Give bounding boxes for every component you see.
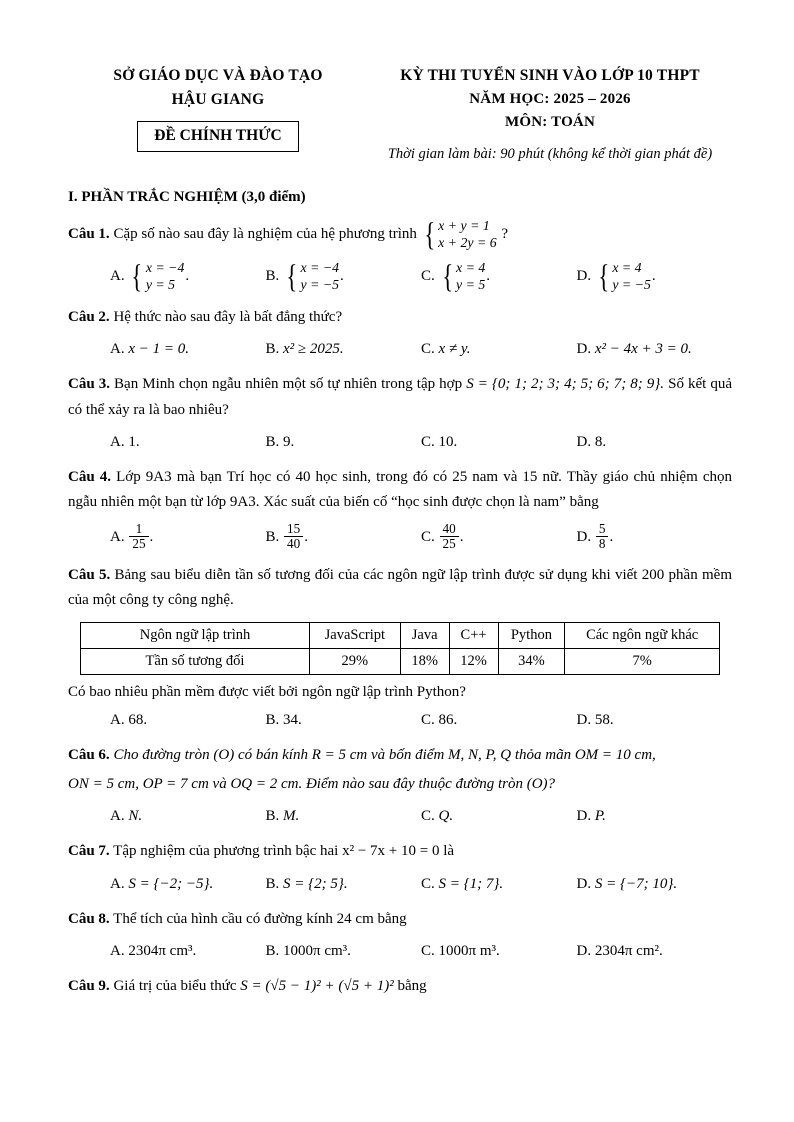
question-9-label: Câu 9. xyxy=(68,977,110,994)
answer-8-a[interactable] xyxy=(110,939,266,963)
answer-text: x² − 4x + 3 = 0. xyxy=(594,341,692,358)
answer-text: S = {−2; −5}. xyxy=(128,875,214,892)
answer-7-c[interactable] xyxy=(421,872,577,896)
value-cpp: 12% xyxy=(449,648,498,674)
answer-letter: D. xyxy=(576,942,592,959)
question-2-answers xyxy=(68,337,732,361)
answer-2-b[interactable] xyxy=(266,337,422,361)
col-header-javascript: JavaScript xyxy=(310,622,401,648)
answer-6-a[interactable] xyxy=(110,804,266,828)
answer-letter: B. xyxy=(265,875,280,892)
question-5-answers xyxy=(68,708,732,732)
header-left-block xyxy=(68,62,368,152)
answer-letter: C. xyxy=(421,433,435,450)
question-8-answers xyxy=(68,939,732,963)
answer-text: 2304π cm³. xyxy=(128,942,197,959)
brace-icon: { xyxy=(441,258,453,295)
table-row xyxy=(81,648,720,674)
answer-text: Q. xyxy=(438,808,454,825)
col-header-other: Các ngôn ngữ khác xyxy=(565,622,720,648)
exam-subject: MÔN: TOÁN xyxy=(505,114,595,131)
answer-letter: D. xyxy=(576,433,592,450)
answer-letter: D. xyxy=(576,267,592,284)
answer-text: 68. xyxy=(128,711,148,728)
answer-letter: A. xyxy=(110,529,125,546)
answer-text: 58. xyxy=(594,711,614,728)
denominator: 8 xyxy=(596,536,609,551)
question-9-tail: bằng xyxy=(397,977,427,994)
answer-5-c[interactable] xyxy=(421,708,577,732)
fraction xyxy=(129,522,148,552)
denominator: 25 xyxy=(129,536,148,551)
answer-suffix: . xyxy=(609,529,614,546)
answer-suffix: . xyxy=(149,529,154,546)
answer-letter: B. xyxy=(265,942,280,959)
question-6 xyxy=(68,743,732,768)
col-header-java: Java xyxy=(400,622,449,648)
question-8-label: Câu 8. xyxy=(68,910,110,927)
exam-duration-note: Thời gian làm bài: 90 phút (không kể thời gian phát đề) xyxy=(387,145,713,162)
answer-6-b[interactable] xyxy=(266,804,422,828)
answer-letter: D. xyxy=(576,529,592,546)
value-other: 7% xyxy=(565,648,720,674)
brace-icon: { xyxy=(598,258,610,295)
answer-suffix: . xyxy=(486,267,490,284)
answer-letter: B. xyxy=(265,341,280,358)
answer-text: x − 1 = 0. xyxy=(128,341,189,358)
value-python: 34% xyxy=(498,648,565,674)
answer-letter: A. xyxy=(110,875,125,892)
exam-title-line-2: NĂM HỌC: 2025 – 2026 xyxy=(469,91,631,108)
answer-system xyxy=(284,259,339,294)
answer-1-d[interactable] xyxy=(577,259,733,294)
question-1 xyxy=(68,217,732,252)
fraction xyxy=(284,522,303,552)
answer-text: M. xyxy=(283,808,300,825)
answer-text: 2304π cm². xyxy=(594,942,663,959)
answer-letter: D. xyxy=(576,875,592,892)
answer-letter: A. xyxy=(110,341,125,358)
answer-1-c[interactable] xyxy=(421,259,577,294)
answer-8-c[interactable] xyxy=(421,939,577,963)
answer-letter: A. xyxy=(110,711,125,728)
question-5-followup: Có bao nhiêu phần mềm được viết bởi ngôn ngữ lập trình Python? xyxy=(68,683,466,700)
question-7 xyxy=(68,839,732,864)
answer-row-2: y = 5 xyxy=(456,277,486,293)
official-exam-badge: ĐỀ CHÍNH THỨC xyxy=(137,121,298,152)
section-title: I. PHẦN TRẮC NGHIỆM (3,0 điểm) xyxy=(68,188,306,205)
question-1-system xyxy=(422,217,497,252)
answer-letter: C. xyxy=(421,875,435,892)
question-7-text: Tập nghiệm của phương trình bậc hai x² − 7x + 10 = 0 là xyxy=(113,843,455,860)
answer-text: 9. xyxy=(283,433,295,450)
row-header-languages: Ngôn ngữ lập trình xyxy=(81,622,310,648)
question-4 xyxy=(68,465,732,515)
answer-4-a[interactable] xyxy=(110,522,266,552)
row-header-relative-frequency: Tần số tương đối xyxy=(81,648,310,674)
frequency-table xyxy=(80,622,720,675)
header-right-block xyxy=(368,62,732,163)
brace-icon: { xyxy=(424,215,435,252)
answer-letter: A. xyxy=(110,433,125,450)
question-9-text: Giá trị của biểu thức xyxy=(113,977,237,994)
value-javascript: 29% xyxy=(310,648,401,674)
answer-3-a[interactable] xyxy=(110,430,266,454)
question-7-label: Câu 7. xyxy=(68,843,110,860)
answer-2-c[interactable] xyxy=(421,337,577,361)
answer-row-1: x = −4 xyxy=(145,259,185,275)
question-9-expression: S = (√5 − 1)² + (√5 + 1)² xyxy=(240,977,394,994)
answer-8-d[interactable] xyxy=(577,939,733,963)
question-3-text-before: Bạn Minh chọn ngẫu nhiên một số tự nhiên trong tập hợp xyxy=(114,376,463,393)
question-1-tail: ? xyxy=(501,225,509,242)
question-3-set: S = {0; 1; 2; 3; 4; 5; 6; 7; 8; 9}. xyxy=(466,376,665,393)
question-6-answers xyxy=(68,804,732,828)
answer-letter: B. xyxy=(265,433,280,450)
answer-letter: C. xyxy=(421,808,435,825)
question-1-text: Cặp số nào sau đây là nghiệm của hệ phương trình xyxy=(113,225,417,242)
answer-text: 1. xyxy=(128,433,140,450)
question-8-text: Thể tích của hình cầu có đường kính 24 cm bằng xyxy=(113,910,407,927)
answer-8-b[interactable] xyxy=(266,939,422,963)
department-line-2: HẬU GIANG xyxy=(171,91,265,109)
answer-text: x ≠ y. xyxy=(438,341,471,358)
answer-3-b[interactable] xyxy=(266,430,422,454)
denominator: 25 xyxy=(440,536,459,551)
brace-icon: { xyxy=(286,258,298,295)
question-7-answers xyxy=(68,872,732,896)
denominator: 40 xyxy=(284,536,303,551)
answer-letter: D. xyxy=(576,711,592,728)
col-header-python: Python xyxy=(498,622,565,648)
question-1-answers xyxy=(68,259,732,294)
answer-3-d[interactable] xyxy=(577,430,733,454)
question-2-label: Câu 2. xyxy=(68,309,110,326)
answer-suffix: . xyxy=(340,267,344,284)
question-9 xyxy=(68,974,732,999)
answer-row-2: y = −5 xyxy=(612,277,651,293)
value-java: 18% xyxy=(400,648,449,674)
numerator: 1 xyxy=(135,521,143,537)
answer-7-a[interactable] xyxy=(110,872,266,896)
question-5-label: Câu 5. xyxy=(68,566,111,583)
system-row-1: x + y = 1 xyxy=(438,217,490,233)
answer-7-b[interactable] xyxy=(266,872,422,896)
answer-text: S = {2; 5}. xyxy=(283,875,348,892)
question-2-text: Hệ thức nào sau đây là bất đẳng thức? xyxy=(113,309,343,326)
document-header xyxy=(68,62,732,163)
answer-text: N. xyxy=(128,808,143,825)
question-5 xyxy=(68,563,732,613)
answer-5-b[interactable] xyxy=(266,708,422,732)
system-row-2: x + 2y = 6 xyxy=(438,235,497,251)
answer-letter: C. xyxy=(421,942,435,959)
answer-text: x² ≥ 2025. xyxy=(283,341,344,358)
answer-letter: B. xyxy=(265,808,280,825)
answer-letter: C. xyxy=(421,267,435,284)
numerator: 5 xyxy=(598,521,606,537)
question-4-label: Câu 4. xyxy=(68,468,112,485)
answer-4-b[interactable] xyxy=(266,522,422,552)
answer-5-d[interactable] xyxy=(577,708,733,732)
question-8 xyxy=(68,907,732,932)
answer-5-a[interactable] xyxy=(110,708,266,732)
brace-icon: { xyxy=(131,258,143,295)
question-6-line-2 xyxy=(68,772,732,797)
exam-title-line-1: KỲ THI TUYỂN SINH VÀO LỚP 10 THPT xyxy=(400,67,700,84)
answer-row-1: x = −4 xyxy=(300,259,340,275)
answer-letter: B. xyxy=(265,267,280,284)
fraction xyxy=(440,522,459,552)
answer-6-c[interactable] xyxy=(421,804,577,828)
question-3 xyxy=(68,372,732,422)
question-6-text-line-1: Cho đường tròn (O) có bán kính R = 5 cm và bốn điểm M, N, P, Q thỏa mãn OM = 10 cm, xyxy=(113,746,656,763)
answer-7-d[interactable] xyxy=(577,872,733,896)
answer-1-a[interactable] xyxy=(110,259,266,294)
question-6-text-line-2: ON = 5 cm, OP = 7 cm và OQ = 2 cm. Điểm nào sau đây thuộc đường tròn (O)? xyxy=(68,776,556,793)
question-2 xyxy=(68,305,732,330)
answer-suffix: . xyxy=(304,529,308,546)
answer-letter: C. xyxy=(421,711,435,728)
answer-4-d[interactable] xyxy=(577,522,733,552)
answer-text: 1000π m³. xyxy=(438,942,500,959)
answer-text: S = {1; 7}. xyxy=(438,875,504,892)
question-4-text: Lớp 9A3 mà bạn Trí học có 40 học sinh, trong đó có 25 nam và 15 nữ. Thầy giáo chủ nhiệm chọn ngẫu nhiên một bạn từ lớp 9A3. Xác suất của biến cố “học sinh được chọn là nam” bằng xyxy=(68,468,733,510)
question-3-answers xyxy=(68,430,732,454)
question-3-label: Câu 3. xyxy=(68,376,110,393)
question-6-label: Câu 6. xyxy=(68,746,110,763)
question-4-answers xyxy=(68,522,732,552)
answer-text: 86. xyxy=(438,711,458,728)
question-3-text-after: Số kết quả có thể xảy ra là bao nhiêu? xyxy=(68,376,733,418)
answer-text: S = {−7; 10}. xyxy=(594,875,678,892)
answer-suffix: . xyxy=(185,267,190,284)
answer-row-2: y = 5 xyxy=(145,277,176,293)
answer-2-a[interactable] xyxy=(110,337,266,361)
table-row xyxy=(81,622,720,648)
numerator: 40 xyxy=(442,521,456,537)
question-5-text: Bảng sau biểu diễn tần số tương đối của các ngôn ngữ lập trình được sử dụng khi viết 200 phần mềm của một công ty công nghệ. xyxy=(68,566,732,608)
answer-text: 10. xyxy=(438,433,458,450)
answer-text: P. xyxy=(594,808,606,825)
answer-letter: D. xyxy=(576,341,592,358)
department-line-1: SỞ GIÁO DỤC VÀ ĐÀO TẠO xyxy=(113,67,323,84)
answer-6-d[interactable] xyxy=(577,804,733,828)
answer-text: 1000π cm³. xyxy=(283,942,351,959)
answer-letter: A. xyxy=(110,267,125,284)
answer-text: 8. xyxy=(594,433,607,450)
answer-system xyxy=(596,259,651,294)
answer-letter: B. xyxy=(265,529,280,546)
answer-system xyxy=(440,259,486,294)
answer-text: 34. xyxy=(283,711,302,728)
answer-row-1: x = 4 xyxy=(612,259,642,275)
answer-letter: B. xyxy=(265,711,280,728)
answer-suffix: . xyxy=(651,267,656,284)
answer-letter: D. xyxy=(576,808,592,825)
numerator: 15 xyxy=(287,521,301,537)
fraction xyxy=(596,522,609,552)
answer-3-c[interactable] xyxy=(421,430,577,454)
answer-system xyxy=(129,259,184,294)
answer-suffix: . xyxy=(459,529,464,546)
answer-1-b[interactable] xyxy=(266,259,422,294)
answer-4-c[interactable] xyxy=(421,522,577,552)
answer-letter: C. xyxy=(421,341,435,358)
answer-letter: A. xyxy=(110,942,125,959)
answer-letter: C. xyxy=(421,529,435,546)
col-header-cpp: C++ xyxy=(449,622,498,648)
answer-2-d[interactable] xyxy=(577,337,733,361)
answer-row-2: y = −5 xyxy=(300,277,340,293)
question-1-label: Câu 1. xyxy=(68,225,110,242)
answer-letter: A. xyxy=(110,808,125,825)
answer-row-1: x = 4 xyxy=(456,259,486,275)
